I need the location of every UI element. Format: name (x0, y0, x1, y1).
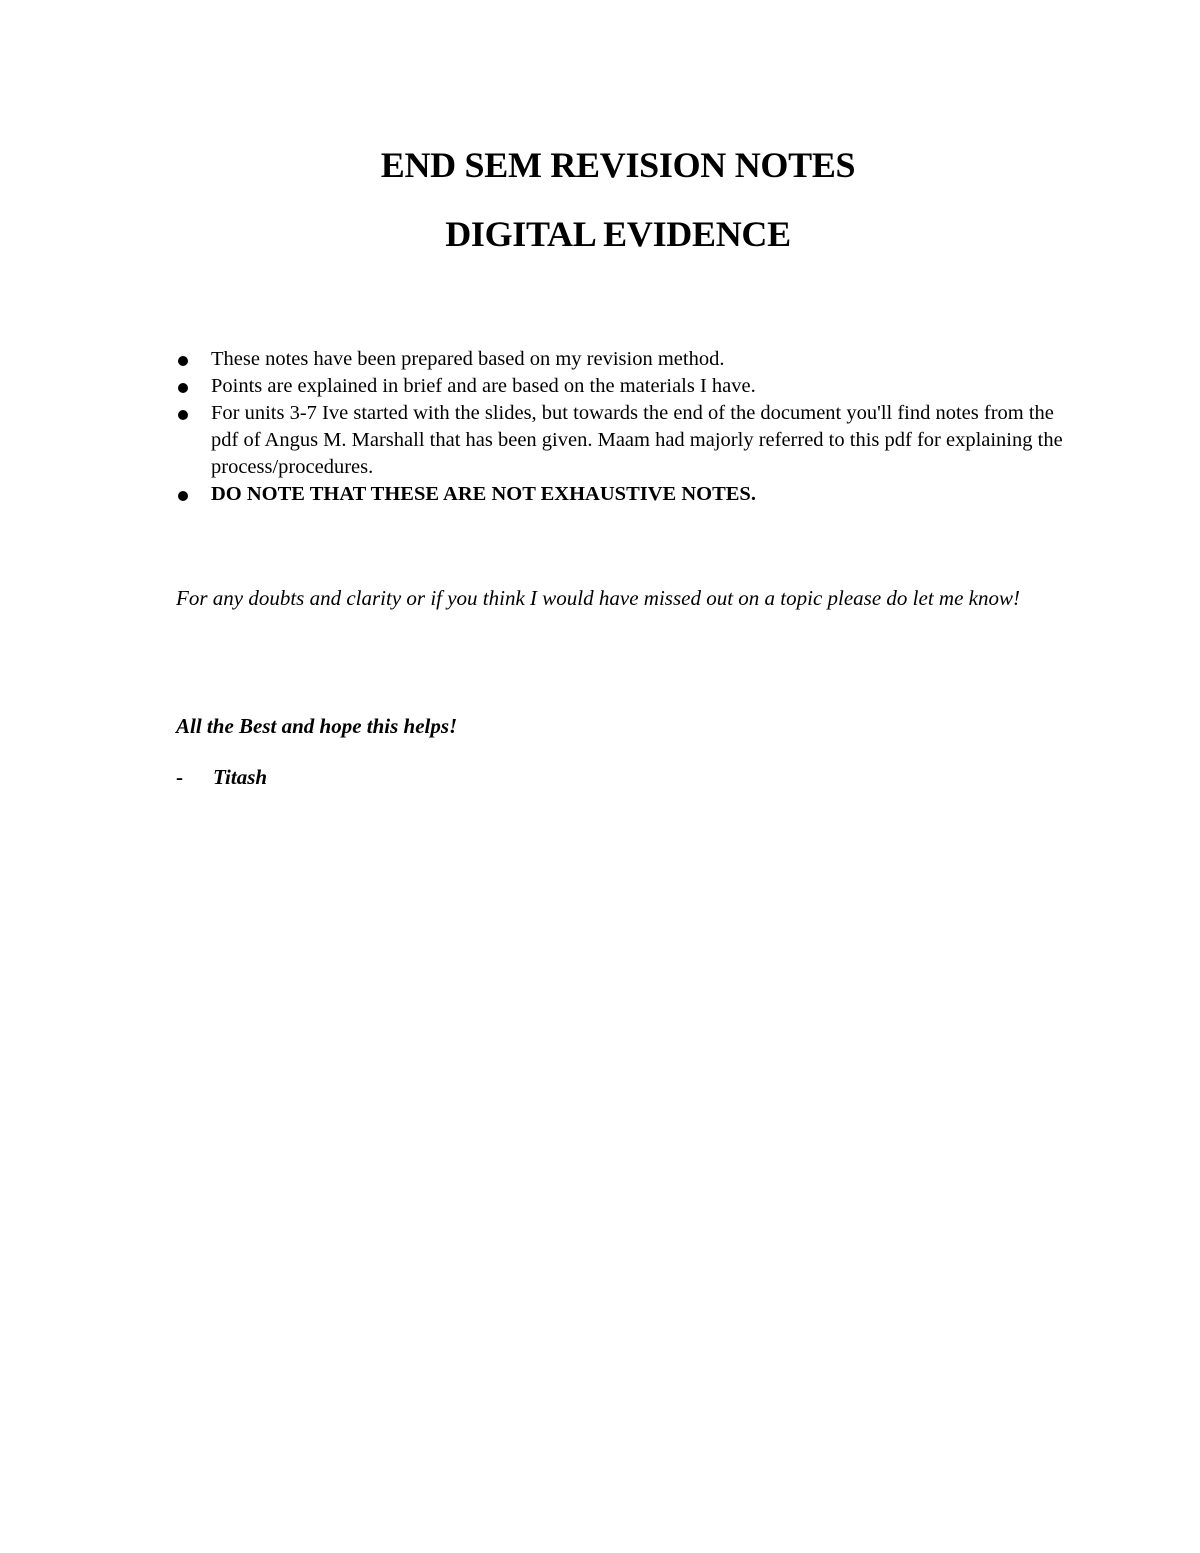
signature (176, 764, 267, 791)
bullet-text: For units 3-7 Ive started with the slides, but towards the end of the document you'll find notes from the pdf of Angus M. Marshall that has been given. Maam had majorly referred to this pdf for explaining the process/procedures. (211, 402, 1063, 478)
doubts-note: For any doubts and clarity or if you think I would have missed out on a topic please do let me know! (176, 586, 1020, 610)
bullet-item (176, 400, 1076, 481)
signature-name: Titash (213, 765, 268, 789)
bullet-text: These notes have been prepared based on my revision method. (211, 348, 725, 370)
bullet-dot-icon (178, 410, 188, 420)
bullet-item-warning (176, 481, 1076, 508)
bullet-text: Points are explained in brief and are based on the materials I have. (211, 375, 756, 397)
bullet-item (176, 373, 1076, 400)
bullet-dot-icon (178, 383, 188, 393)
bullet-dot-icon (178, 356, 188, 366)
signature-dash: - (176, 765, 183, 789)
bullet-dot-icon (178, 491, 188, 501)
document-subtitle: DIGITAL EVIDENCE (445, 214, 791, 254)
intro-bullet-list (176, 346, 1076, 508)
bullet-text: DO NOTE THAT THESE ARE NOT EXHAUSTIVE NOTES. (211, 483, 756, 505)
closing-wishes: All the Best and hope this helps! (176, 714, 458, 738)
bullet-item (176, 346, 1076, 373)
document-title: END SEM REVISION NOTES (380, 145, 856, 185)
